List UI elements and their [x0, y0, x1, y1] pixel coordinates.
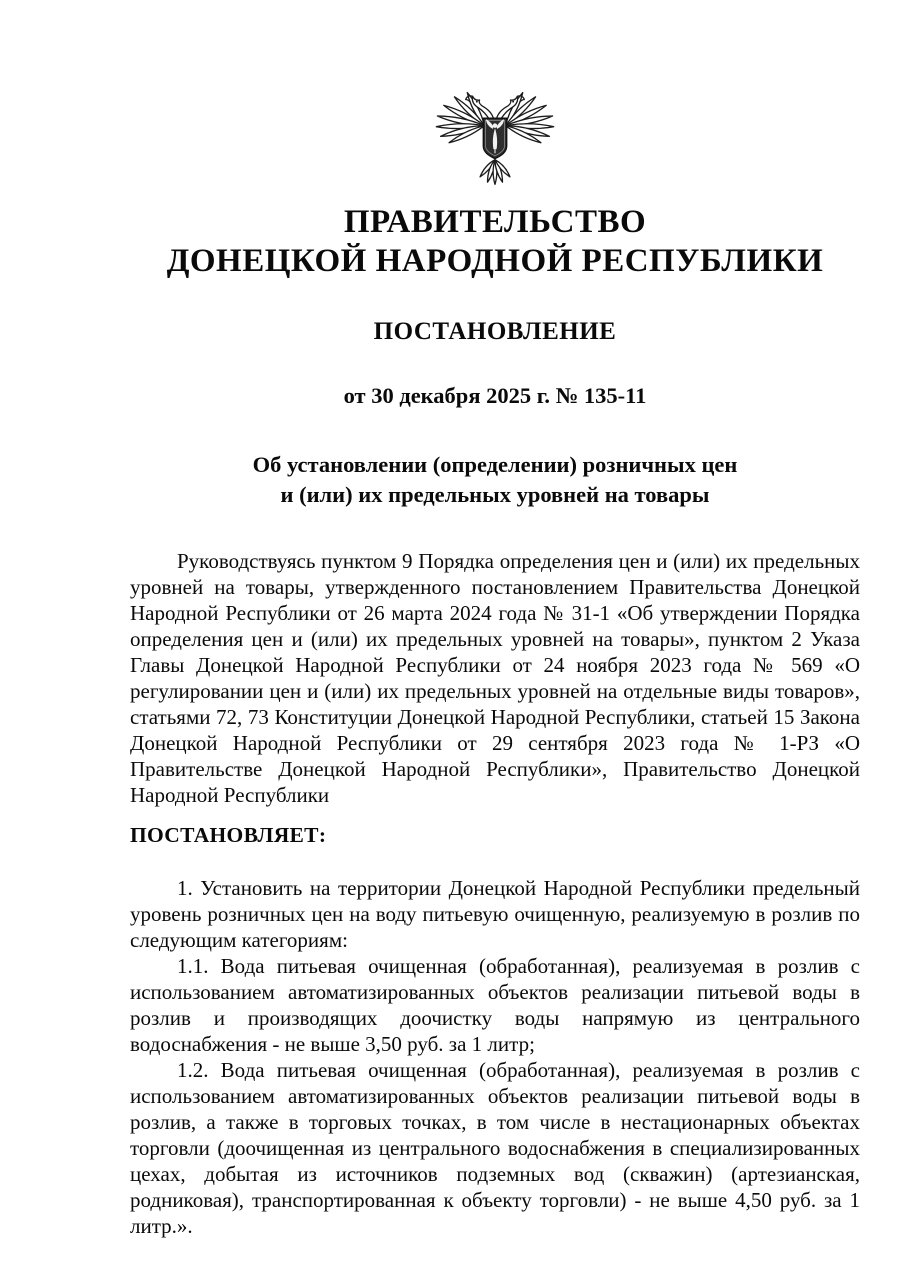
resolves-heading: ПОСТАНОВЛЯЕТ: [130, 823, 327, 847]
paragraph-1-2: 1.2. Вода питьевая очищенная (обработанная), реализуемая в розлив с использованием автоматизированных объектов реализации питьевой воды в розлив, а также в торговых точках, в том числе в нестационарных объектах торговли (доочищенная из центрального водоснабжения в специализированных цехах, добытая из источников подземных вод (скважин) (артезианская, родниковая), транспортированная к объекту торговли) - не выше 4,50 руб. за 1 литр.». [130, 1058, 860, 1238]
emblem-container [130, 0, 860, 193]
coat-of-arms-icon [431, 86, 559, 193]
paragraph-1: 1. Установить на территории Донецкой Народной Республики предельный уровень розничных цен на воду питьевую очищенную, реализуемую в розлив по следующим категориям: [130, 876, 860, 952]
document-title-line2: и (или) их предельных уровней на товары [280, 482, 710, 507]
org-name [130, 203, 860, 281]
document-title [130, 450, 860, 510]
document-title-line1: Об установлении (определении) розничных цен [252, 452, 738, 477]
date-and-number: от 30 декабря 2025 г. № 135-11 [343, 383, 647, 408]
preamble-paragraph: Руководствуясь пунктом 9 Порядка определения цен и (или) их предельных уровней на товары, утвержденного постановлением Правительства Донецкой Народной Республики от 26 марта 2024 года № 31-1 «Об утверждении Порядка определения цен и (или) их предельных уровней на товары», пунктом 2 Указа Главы Донецкой Народной Республики от 24 ноября 2023 года № 569 «О регулировании цен и (или) их предельных уровней на отдельные виды товаров», статьями 72, 73 Конституции Донецкой Народной Республики, статьей 15 Закона Донецкой Народной Республики от 29 сентября 2023 года № 1-РЗ «О Правительстве Донецкой Народной Республики», Правительство Донецкой Народной Республики [130, 549, 860, 807]
document-type-heading: ПОСТАНОВЛЕНИЕ [373, 318, 617, 345]
paragraph-1-1: 1.1. Вода питьевая очищенная (обработанная), реализуемая в розлив с использованием автоматизированных объектов реализации питьевой воды в розлив и производящих доочистку воды напрямую из центрального водоснабжения - не выше 3,50 руб. за 1 литр; [130, 954, 860, 1056]
org-name-line1: ПРАВИТЕЛЬСТВО [343, 204, 647, 240]
document-content [130, 0, 860, 1239]
org-name-line2: ДОНЕЦКОЙ НАРОДНОЙ РЕСПУБЛИКИ [166, 243, 824, 279]
